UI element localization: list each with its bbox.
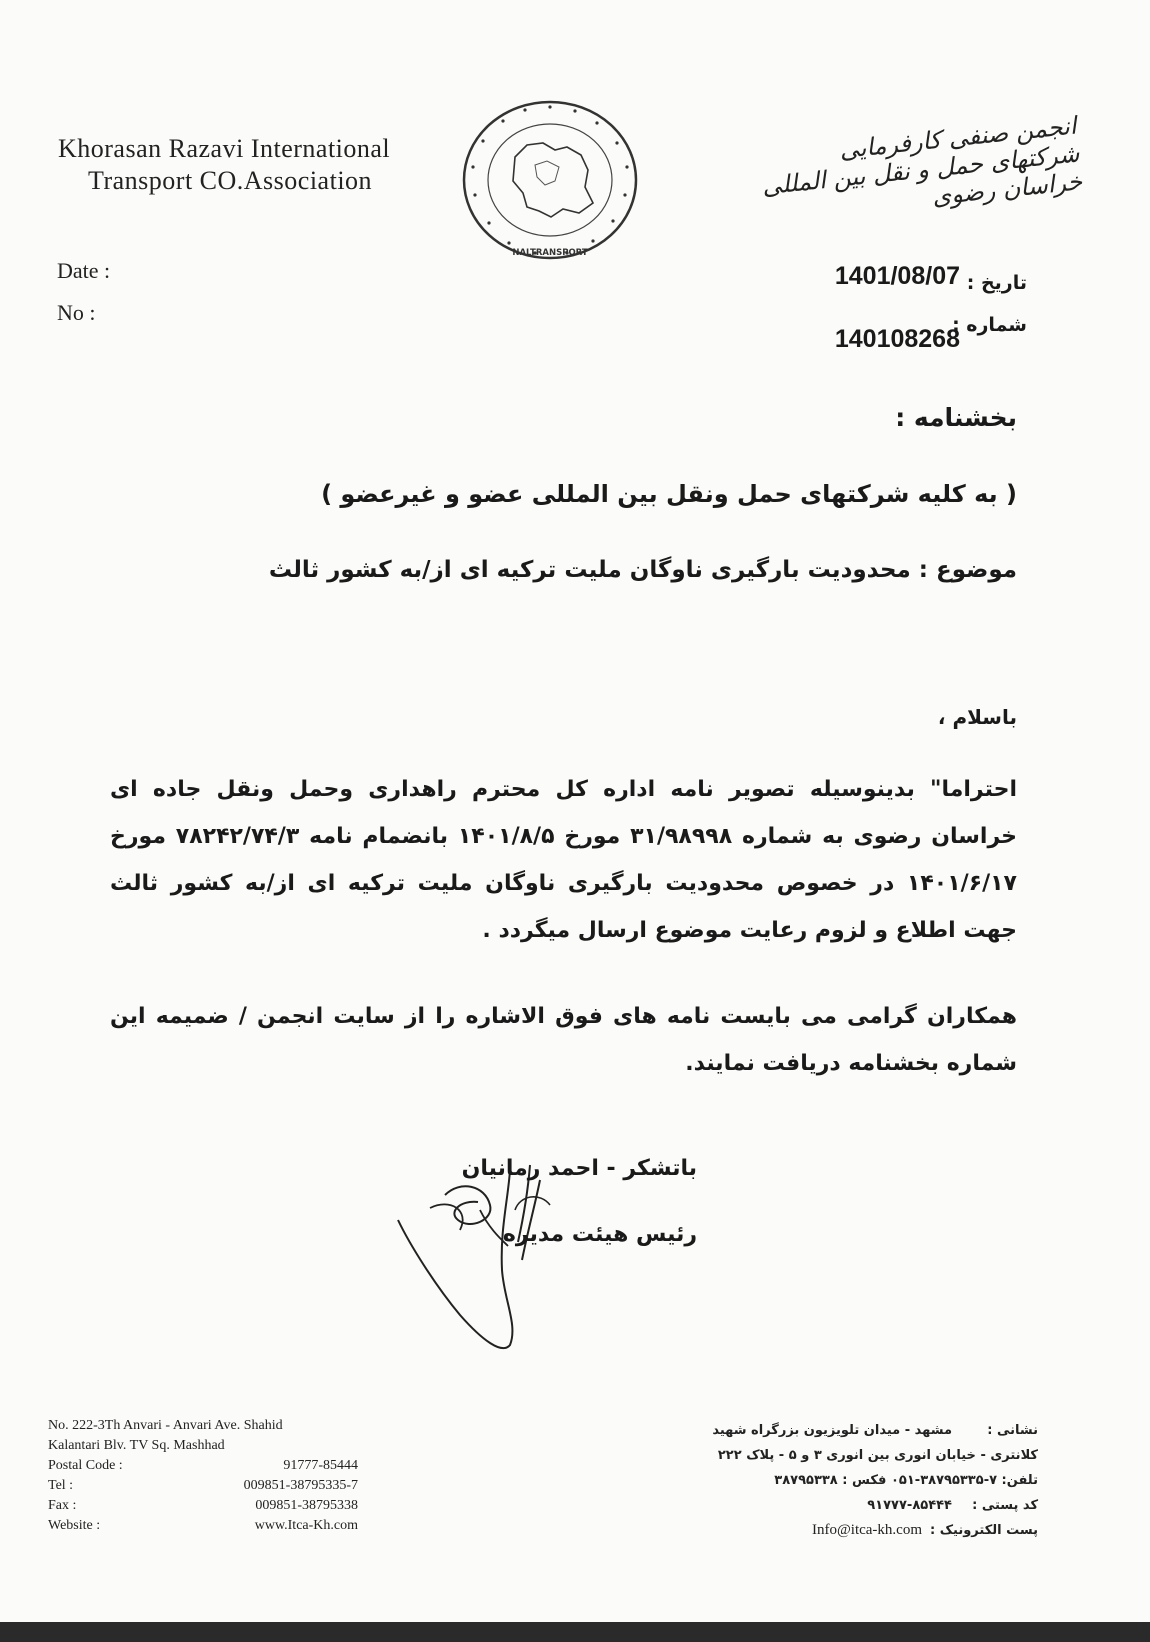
persian-org-name: انجمن صنفی کارفرمایی شرکتهای حمل و نقل بین المللی خراسان رضوی	[760, 111, 1084, 211]
footer-website-value: www.Itca-Kh.com	[254, 1518, 358, 1533]
seal-bottom-text: NALTRANSPORT	[512, 248, 588, 258]
footer-fa-address-line1: مشهد - میدان تلویزیون بزرگراه شهید	[712, 1423, 952, 1438]
footer-fa-postal-row	[698, 1493, 1038, 1518]
footer-fax-value: 009851-38795338	[255, 1498, 358, 1513]
footer-fax-label: Fax :	[48, 1498, 77, 1513]
footer-tel-value: 009851-38795335-7	[243, 1478, 358, 1493]
footer-postal-row	[48, 1456, 358, 1476]
footer-address-line1: No. 222-3Th Anvari - Anvari Ave. Shahid	[48, 1418, 283, 1433]
footer-fa-address-line2: کلانتری - خیابان انوری بین انوری ۳ و ۵ - پلاک ۲۲۲	[717, 1448, 1038, 1463]
footer-website-row	[48, 1516, 358, 1536]
association-seal-logo	[455, 95, 645, 265]
number-label-en: No :	[57, 300, 96, 325]
footer-postal-label: Postal Code :	[48, 1458, 123, 1473]
date-label-en: Date :	[57, 258, 111, 283]
footer-fa-postal-value: ۹۱۷۷۷-۸۵۴۴۴	[867, 1498, 952, 1513]
footer-fa-tel-line: تلفن: ۷-۳۸۷۹۵۳۳۵-۰۵۱ فکس : ۳۸۷۹۵۳۳۸	[774, 1473, 1038, 1488]
date-label-fa: تاریخ :	[966, 272, 1027, 294]
number-label-fa: شماره :	[952, 314, 1027, 336]
footer-website-label: Website :	[48, 1518, 101, 1533]
footer-fa-email-value: Info@itca-kh.com	[811, 1522, 922, 1538]
handwritten-signature	[390, 1150, 580, 1360]
footer-tel-row	[48, 1476, 358, 1496]
footer-tel-label: Tel :	[48, 1478, 74, 1493]
body-paragraph-2: همکاران گرامی می بایست نامه های فوق الاشاره را از سایت انجمن / ضمیمه این شماره بخشنامه دریافت نمایند.	[110, 1004, 1017, 1076]
subject-line: موضوع : محدودیت بارگیری ناوگان ملیت ترکیه ای از/به کشور ثالث	[268, 557, 1017, 583]
date-value: 1401/08/07	[834, 262, 960, 290]
footer-fa-email-row	[698, 1518, 1038, 1543]
english-org-name-line2: Transport CO.Association	[88, 166, 373, 195]
footer-postal-value: 91777-85444	[283, 1458, 358, 1473]
footer-fa-address-row	[698, 1418, 1038, 1443]
number-value: 140108268	[834, 325, 960, 353]
body-paragraph-1: احتراما" بدینوسیله تصویر نامه اداره کل محترم راهداری وحمل ونقل جاده ای خراسان رضوی به شماره ۳۱/۹۸۹۹۸ مورخ ۱۴۰۱/۸/۵ بانضمام نامه ۷۸۲۴۲/۷۴/۳ مورخ ۱۴۰۱/۶/۱۷ در خصوص محدودیت بارگیری ناوگان ملیت ترکیه ای از/به کشور ثالث جهت اطلاع و لزوم رعایت موضوع ارسال میگردد .	[110, 777, 1018, 943]
footer-fa-email-label: پست الکترونیک :	[930, 1523, 1038, 1538]
footer-persian	[698, 1418, 1038, 1543]
footer-fa-postal-label: کد پستی :	[972, 1498, 1038, 1513]
recipients-line: ( به کلیه شرکتهای حمل ونقل بین المللی عضو و غیرعضو )	[321, 480, 1017, 508]
footer-english	[48, 1416, 358, 1536]
footer-fax-row	[48, 1496, 358, 1516]
footer-fa-address-label: نشانی :	[987, 1423, 1038, 1438]
greeting: باسلام ،	[937, 705, 1017, 729]
signoff-name: باتشکر - احمد رمانیان	[461, 1156, 697, 1181]
signoff-title: رئیس هیئت مدیره	[502, 1222, 697, 1247]
english-org-name	[58, 133, 390, 197]
english-org-name-line1: Khorasan Razavi International	[58, 134, 391, 163]
circular-heading: بخشنامه :	[895, 403, 1017, 432]
scan-bottom-edge	[0, 1622, 1150, 1642]
footer-address-line2: Kalantari Blv. TV Sq. Mashhad	[48, 1438, 225, 1453]
